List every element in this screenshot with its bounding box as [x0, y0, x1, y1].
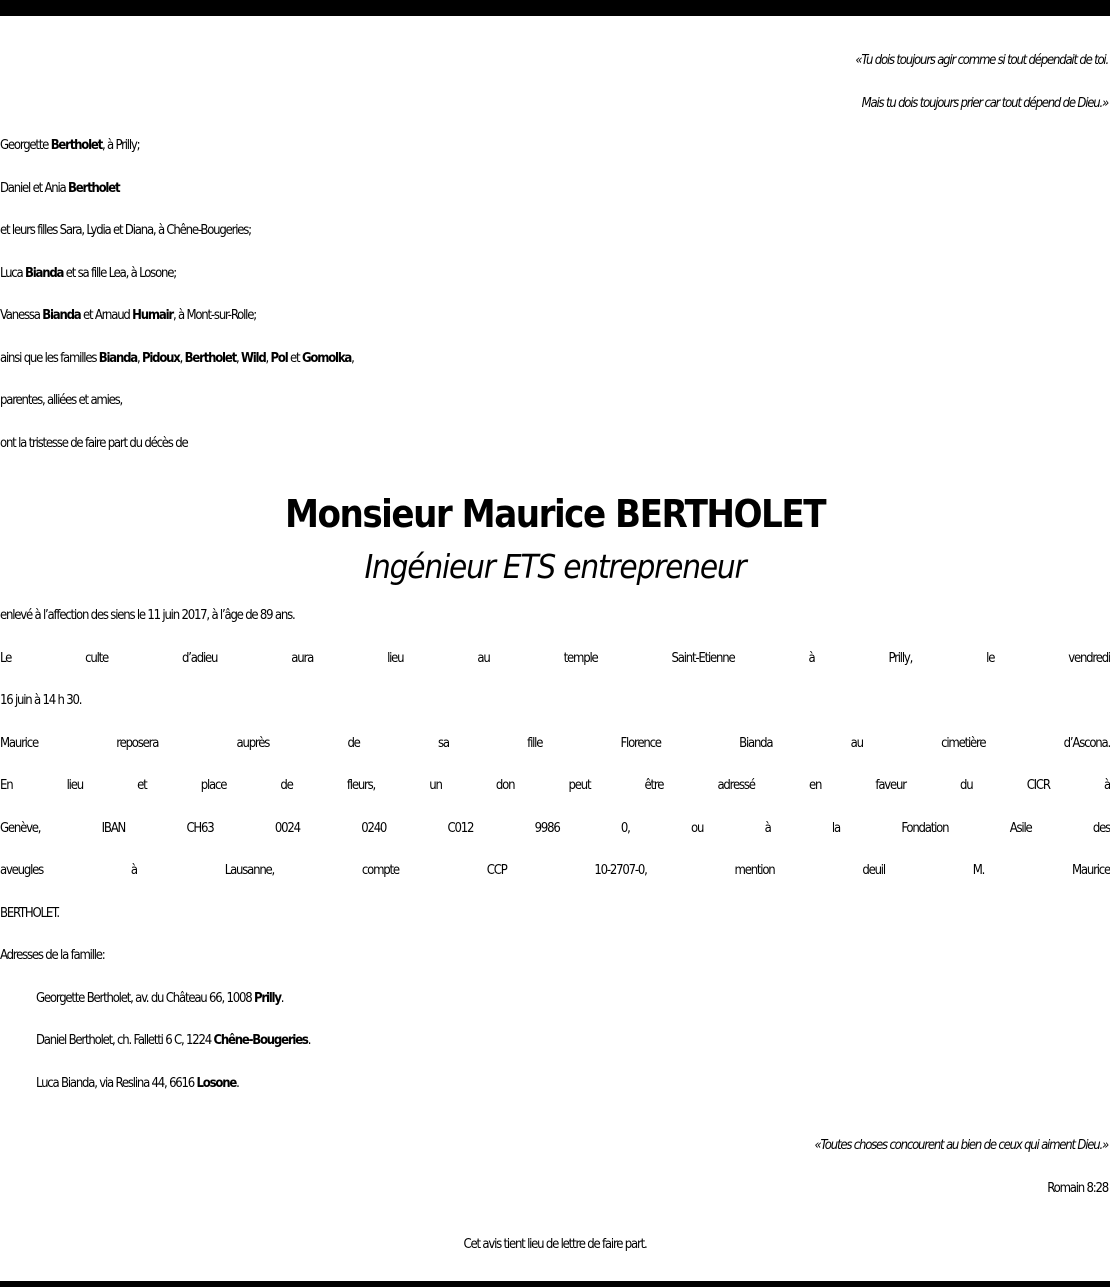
family-line [0, 295, 1110, 338]
addresses-heading: Adresses de la famille: [0, 948, 105, 963]
family-line: et leurs filles Sara, Lydia et Diana, à Chêne-Bougeries; [0, 223, 251, 238]
surname: Bianda [25, 265, 64, 281]
surname: Pol [270, 350, 288, 366]
family-line: parentes, alliées et amies, [0, 393, 123, 408]
surname: Humair [132, 308, 173, 323]
address-text: Daniel Bertholet, ch. Falletti 6 C, 1224 [36, 1033, 214, 1048]
separator: , [351, 350, 354, 366]
surname: Bianda [98, 350, 137, 366]
donation-line-2: Genève, IBAN CH63 0024 0240 C012 9986 0, ou à la Fondation Asile des [0, 820, 1110, 836]
family-line [0, 338, 1110, 381]
deceased-name: Monsieur Maurice BERTHOLET [284, 492, 826, 536]
family-line [0, 253, 1110, 296]
obituary-notice [0, 40, 1110, 1267]
ceremony-line-1: Le culte d’adieu aura lieu au temple Saint-Etienne à Prilly, le vendredi [0, 650, 1110, 666]
spacer [0, 1105, 1110, 1125]
surname: Bertholet [50, 138, 103, 153]
text: et sa fille Lea, à Losone; [63, 265, 176, 281]
announcement-line: ont la tristesse de faire part du décès de [0, 435, 188, 451]
ceremony-line-2: 16 juin à 14 h 30. [0, 693, 82, 708]
text: ainsi que les familles [0, 350, 99, 366]
separator: et [287, 350, 302, 366]
text: et Arnaud [80, 308, 133, 323]
death-details: enlevé à l’affection des siens le 11 juin 2017, à l’âge de 89 ans. [0, 608, 295, 623]
surname: Gomolka [301, 350, 352, 366]
text: Vanessa [0, 308, 43, 323]
opening-quote-line-2: Mais tu dois toujours prier car tout dépend de Dieu.» [861, 95, 1108, 111]
bottom-rule [0, 1281, 1110, 1287]
text: Georgette [0, 138, 51, 153]
burial-line: Maurice reposera auprès de sa fille Florence Bianda au cimetière d’Ascona. [0, 735, 1110, 751]
top-rule [0, 0, 1110, 16]
donation-line-4: BERTHOLET. [0, 905, 59, 921]
surname: Wild [241, 350, 266, 366]
address-text: Luca Bianda, via Reslina 44, 6616 [36, 1075, 197, 1091]
surname: Bianda [42, 308, 81, 323]
city: Prilly [254, 990, 281, 1006]
address-text: Georgette Bertholet, av. du Château 66, 1008 [36, 990, 254, 1006]
text: Daniel et Ania [0, 180, 69, 196]
surname: Bertholet [184, 350, 236, 366]
punctuation: . [280, 990, 284, 1006]
city: Chêne-Bougeries [213, 1033, 308, 1048]
donation-line-3: aveugles à Lausanne, compte CCP 10-2707-0, mention deuil M. Maurice [0, 863, 1110, 878]
address-line [0, 1020, 1110, 1063]
separator: , [265, 350, 271, 366]
closing-quote: «Toutes choses concourent au bien de ceux qui aiment Dieu.» [814, 1138, 1108, 1153]
address-line [0, 1063, 1110, 1106]
surname: Pidoux [141, 350, 180, 366]
spacer [0, 1210, 1110, 1224]
surname: Bertholet [68, 180, 120, 196]
opening-quote-line-1: «Tu dois toujours agir comme si tout dépendait de toi. [855, 53, 1108, 68]
text: , à Prilly; [102, 138, 140, 153]
separator: , [235, 350, 241, 366]
punctuation: . [307, 1033, 311, 1048]
text: Luca [0, 265, 26, 281]
city: Losone [196, 1075, 237, 1091]
donation-line-1: En lieu et place de fleurs, un don peut être adressé en faveur du CICR à [0, 778, 1110, 793]
text: , à Mont-sur-Rolle; [172, 308, 256, 323]
separator: , [136, 350, 142, 366]
family-line [0, 168, 1110, 211]
deceased-title: Ingénieur ETS entrepreneur [364, 547, 746, 586]
closing-quote-reference: Romain 8:28 [1047, 1180, 1108, 1196]
family-line [0, 125, 1110, 168]
address-line [0, 978, 1110, 1021]
footer-note: Cet avis tient lieu de lettre de faire part. [463, 1237, 647, 1252]
separator: , [179, 350, 185, 366]
punctuation: . [236, 1075, 239, 1091]
